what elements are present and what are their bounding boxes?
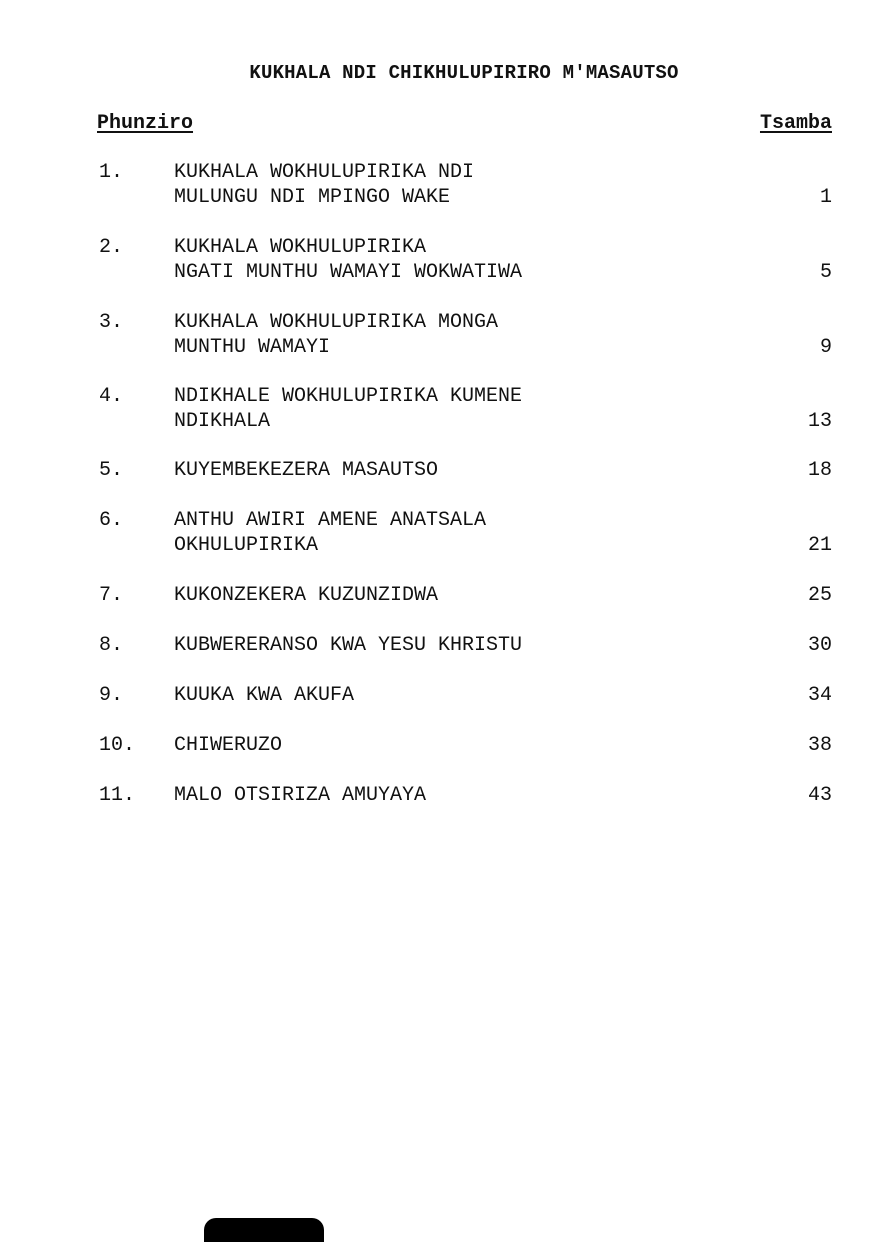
toc-entry-number: 9.	[99, 684, 124, 707]
toc-entry-title-line: KUKHALA WOKHULUPIRIKA	[174, 236, 427, 259]
toc-entry	[97, 583, 833, 608]
toc-entry-title	[174, 160, 773, 210]
toc-entry-page-number: 38	[807, 734, 832, 757]
toc-entry-title	[174, 235, 773, 285]
toc-entry-title-line: KUKONZEKERA KUZUNZIDWA	[174, 584, 439, 607]
toc-entry	[97, 733, 833, 758]
toc-entry-number: 2.	[99, 236, 124, 259]
toc-entry-title-line: ANTHU AWIRI AMENE ANATSALA	[174, 509, 487, 532]
toc-entry-page-number: 34	[807, 684, 832, 707]
toc-entry-page-number: 13	[807, 410, 832, 433]
toc-entry-title	[174, 783, 773, 808]
toc-entry-page-number: 18	[807, 459, 832, 482]
toc-entry-title-line: KUYEMBEKEZERA MASAUTSO	[174, 459, 439, 482]
toc-entry-number: 8.	[99, 634, 124, 657]
toc-entry-title	[174, 633, 773, 658]
toc-entry-number: 4.	[99, 385, 124, 408]
lesson-column-header: Phunziro	[97, 112, 194, 135]
toc-entry-page-number: 21	[807, 534, 832, 557]
toc-entry	[97, 633, 833, 658]
toc-entry	[97, 508, 833, 558]
toc-entry-title-line: CHIWERUZO	[174, 734, 283, 757]
toc-entry-title-line: MUNTHU WAMAYI	[174, 336, 331, 359]
toc-entry-number: 7.	[99, 584, 124, 607]
toc-entry-page-number: 9	[819, 336, 832, 359]
toc-entry-number: 11.	[99, 784, 136, 807]
toc-entry-title-line: MULUNGU NDI MPINGO WAKE	[174, 186, 451, 209]
toc-entry	[97, 235, 833, 285]
toc-entry	[97, 683, 833, 708]
page-title: KUKHALA NDI CHIKHULUPIRIRO M'MASAUTSO	[249, 62, 679, 84]
scan-artifact	[204, 1218, 324, 1242]
page-column-header: Tsamba	[759, 112, 832, 135]
toc-entry	[97, 310, 833, 360]
toc-entry-number: 10.	[99, 734, 136, 757]
toc-entry	[97, 160, 833, 210]
toc-entry-number: 6.	[99, 509, 124, 532]
toc-entry-title-line: NDIKHALA	[174, 410, 271, 433]
toc-entry-number: 5.	[99, 459, 124, 482]
toc-entry-title-line: KUKHALA WOKHULUPIRIKA MONGA	[174, 311, 499, 334]
toc-entry-title-line: MALO OTSIRIZA AMUYAYA	[174, 784, 427, 807]
toc-entry-page-number: 43	[807, 784, 832, 807]
toc-entry-title-line: KUUKA KWA AKUFA	[174, 684, 355, 707]
toc-entry-number: 3.	[99, 311, 124, 334]
toc-entry-title	[174, 508, 773, 558]
toc-entry-title-line: KUKHALA WOKHULUPIRIKA NDI	[174, 161, 475, 184]
toc-entry-number: 1.	[99, 161, 124, 184]
toc-entry-page-number: 30	[807, 634, 832, 657]
toc-entry-page-number: 5	[819, 261, 832, 284]
toc-entry-title	[174, 458, 773, 483]
toc-entry-title	[174, 733, 773, 758]
toc-entry-title	[174, 310, 773, 360]
toc-entry	[97, 458, 833, 483]
toc-entry	[97, 384, 833, 434]
toc-entry-title-line: NGATI MUNTHU WAMAYI WOKWATIWA	[174, 261, 523, 284]
toc-entry	[97, 783, 833, 808]
toc-entry-title-line: OKHULUPIRIKA	[174, 534, 319, 557]
toc-entry-title-line: KUBWERERANSO KWA YESU KHRISTU	[174, 634, 523, 657]
toc-entry-title	[174, 384, 773, 434]
toc-entry-title-line: NDIKHALE WOKHULUPIRIKA KUMENE	[174, 385, 523, 408]
toc-entry-page-number: 1	[819, 186, 832, 209]
toc-entry-title	[174, 583, 773, 608]
toc-entry-title	[174, 683, 773, 708]
toc-entry-page-number: 25	[807, 584, 832, 607]
